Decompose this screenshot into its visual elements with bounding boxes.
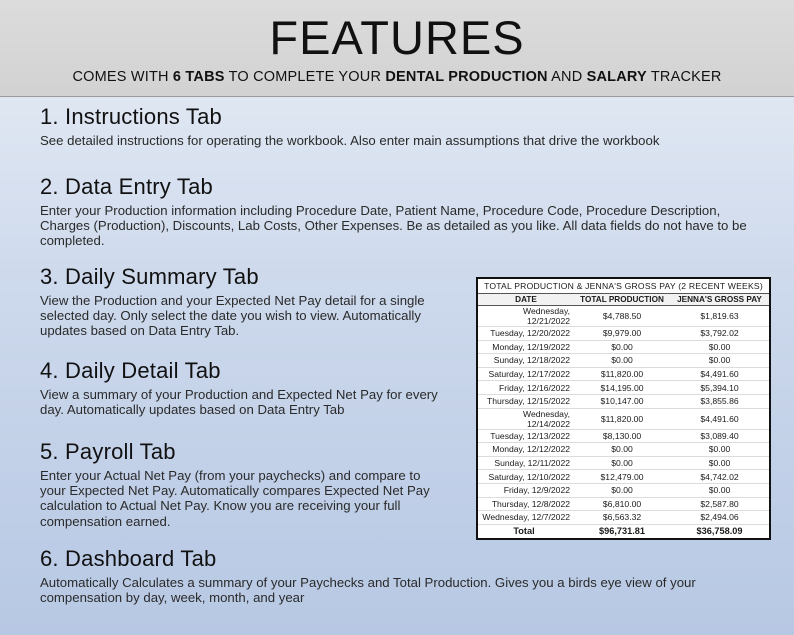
table-row xyxy=(478,408,769,429)
section-text: Enter your Actual Net Pay (from your paychecks) and compare to your Expected Net Pay. Automatically compares Expected Net Pay calculation to Actual Net Pay. Know you are receiving your full compensation earned. xyxy=(40,468,430,529)
section-payroll-tab xyxy=(40,439,445,529)
cell-total-production: $11,820.00 xyxy=(574,367,670,381)
banner-subtitle xyxy=(0,69,794,85)
section-heading: 2. Data Entry Tab xyxy=(40,174,213,199)
table-row xyxy=(478,354,769,368)
data-table xyxy=(478,294,769,538)
cell-gross-pay: $0.00 xyxy=(670,443,769,457)
total-label: Total xyxy=(478,524,574,538)
cell-gross-pay: $2,587.80 xyxy=(670,497,769,511)
cell-total-production: $0.00 xyxy=(574,354,670,368)
cell-date: Monday, 12/12/2022 xyxy=(478,443,574,457)
banner-sub-salary: SALARY xyxy=(586,69,647,85)
cell-gross-pay: $0.00 xyxy=(670,340,769,354)
cell-date: Saturday, 12/17/2022 xyxy=(478,367,574,381)
section-text: View the Production and your Expected Net Pay detail for a single selected day. Only select the date you wish to view. Automatically updates based on Data Entry Tab. xyxy=(40,293,425,339)
section-daily-summary-tab xyxy=(40,264,440,339)
table-row xyxy=(478,497,769,511)
cell-date: Monday, 12/19/2022 xyxy=(478,340,574,354)
table-total-row xyxy=(478,524,769,538)
table-row xyxy=(478,367,769,381)
cell-total-production: $6,810.00 xyxy=(574,497,670,511)
table-row xyxy=(478,306,769,327)
cell-date: Friday, 12/16/2022 xyxy=(478,381,574,395)
table-row xyxy=(478,381,769,395)
total-production: $96,731.81 xyxy=(574,524,670,538)
cell-date: Thursday, 12/8/2022 xyxy=(478,497,574,511)
section-text: See detailed instructions for operating the workbook. Also enter main assumptions that drive the workbook xyxy=(40,133,660,148)
column-header-total-production: TOTAL PRODUCTION xyxy=(574,294,670,306)
cell-gross-pay: $5,394.10 xyxy=(670,381,769,395)
cell-gross-pay: $0.00 xyxy=(670,483,769,497)
table-row xyxy=(478,327,769,341)
section-text: Automatically Calculates a summary of your Paychecks and Total Production. Gives you a birds eye view of your compensation by day, week, month, and year xyxy=(40,575,696,606)
banner-sub-mid1: TO COMPLETE YOUR xyxy=(224,69,386,85)
cell-gross-pay: $4,491.60 xyxy=(670,367,769,381)
cell-total-production: $8,130.00 xyxy=(574,429,670,443)
cell-gross-pay: $3,089.40 xyxy=(670,429,769,443)
cell-date: Wednesday, 12/21/2022 xyxy=(478,306,574,327)
cell-date: Tuesday, 12/13/2022 xyxy=(478,429,574,443)
section-heading: 6. Dashboard Tab xyxy=(40,546,217,571)
banner-sub-tabs: 6 TABS xyxy=(172,69,225,85)
table-row xyxy=(478,511,769,525)
section-dashboard-tab xyxy=(40,546,740,605)
section-heading: 3. Daily Summary Tab xyxy=(40,264,259,289)
cell-gross-pay: $3,855.86 xyxy=(670,394,769,408)
banner-sub-post: TRACKER xyxy=(646,69,722,85)
cell-date: Tuesday, 12/20/2022 xyxy=(478,327,574,341)
banner-sub-pre: COMES WITH xyxy=(72,69,173,85)
cell-gross-pay: $0.00 xyxy=(670,354,769,368)
banner-sub-mid2: AND xyxy=(547,69,587,85)
section-text: View a summary of your Production and Expected Net Pay for every day. Automatically updates based on Data Entry Tab xyxy=(40,387,438,418)
table-row xyxy=(478,470,769,484)
cell-gross-pay: $4,491.60 xyxy=(670,408,769,429)
banner-sub-dental: DENTAL PRODUCTION xyxy=(385,69,548,85)
cell-total-production: $0.00 xyxy=(574,340,670,354)
cell-total-production: $9,979.00 xyxy=(574,327,670,341)
features-banner xyxy=(0,0,794,97)
cell-date: Sunday, 12/11/2022 xyxy=(478,456,574,470)
cell-total-production: $10,147.00 xyxy=(574,394,670,408)
section-heading: 1. Instructions Tab xyxy=(40,104,222,129)
column-header-gross-pay: JENNA'S GROSS PAY xyxy=(670,294,769,306)
table-row xyxy=(478,429,769,443)
section-data-entry-tab xyxy=(40,174,750,249)
cell-date: Thursday, 12/15/2022 xyxy=(478,394,574,408)
table-row xyxy=(478,443,769,457)
cell-total-production: $6,563.32 xyxy=(574,511,670,525)
cell-date: Saturday, 12/10/2022 xyxy=(478,470,574,484)
column-header-date: DATE xyxy=(478,294,574,306)
table-row xyxy=(478,394,769,408)
cell-gross-pay: $0.00 xyxy=(670,456,769,470)
cell-gross-pay: $1,819.63 xyxy=(670,306,769,327)
cell-total-production: $11,820.00 xyxy=(574,408,670,429)
cell-date: Friday, 12/9/2022 xyxy=(478,483,574,497)
cell-date: Wednesday, 12/7/2022 xyxy=(478,511,574,525)
table-row xyxy=(478,483,769,497)
table-title: TOTAL PRODUCTION & JENNA'S GROSS PAY (2 RECENT WEEKS) xyxy=(478,279,769,294)
section-instructions-tab xyxy=(40,104,760,148)
cell-gross-pay: $4,742.02 xyxy=(670,470,769,484)
section-heading: 5. Payroll Tab xyxy=(40,439,176,464)
table-row xyxy=(478,456,769,470)
cell-gross-pay: $2,494.06 xyxy=(670,511,769,525)
cell-total-production: $0.00 xyxy=(574,443,670,457)
table-header-row xyxy=(478,294,769,306)
production-pay-table xyxy=(476,277,771,540)
section-heading: 4. Daily Detail Tab xyxy=(40,358,221,383)
section-daily-detail-tab xyxy=(40,358,450,417)
total-gross-pay: $36,758.09 xyxy=(670,524,769,538)
table-row xyxy=(478,340,769,354)
cell-total-production: $14,195.00 xyxy=(574,381,670,395)
section-text: Enter your Production information including Procedure Date, Patient Name, Procedure Code, Procedure Description, Charges (Production), Discounts, Lab Costs, Other Expenses. Be as detailed as you like. All data fields do not have to be completed. xyxy=(40,203,747,249)
cell-total-production: $0.00 xyxy=(574,483,670,497)
cell-date: Wednesday, 12/14/2022 xyxy=(478,408,574,429)
cell-total-production: $0.00 xyxy=(574,456,670,470)
banner-title: FEATURES xyxy=(269,11,525,64)
cell-total-production: $4,788.50 xyxy=(574,306,670,327)
cell-date: Sunday, 12/18/2022 xyxy=(478,354,574,368)
cell-gross-pay: $3,792.02 xyxy=(670,327,769,341)
cell-total-production: $12,479.00 xyxy=(574,470,670,484)
